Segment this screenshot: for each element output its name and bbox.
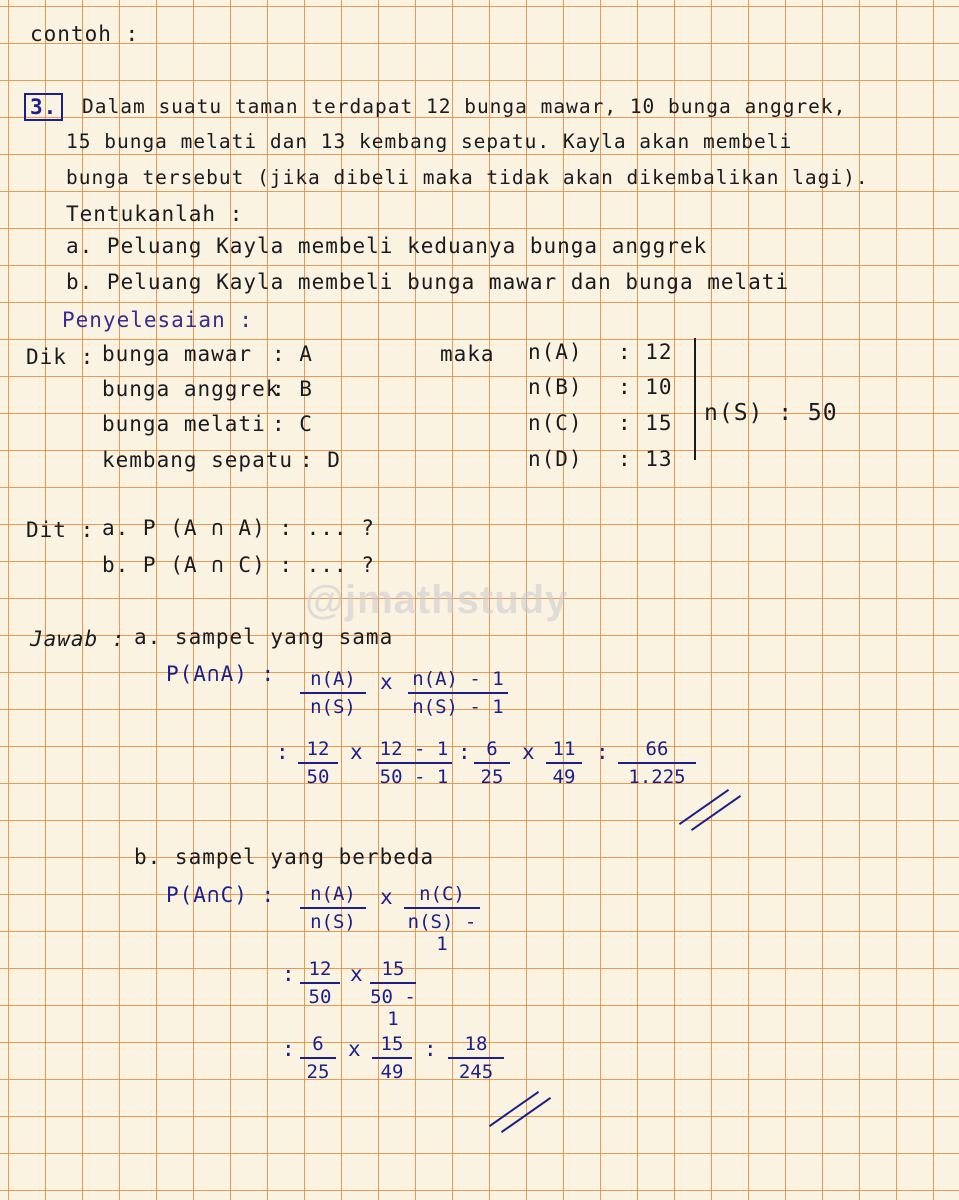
task-b: b. Peluang Kayla membeli bunga mawar dan bunga melati <box>66 270 790 294</box>
jawab-b-title: b. sampel yang berbeda <box>134 845 435 869</box>
b-frac-1-den: n(S) <box>310 911 356 933</box>
problem-line-1: Dalam suatu taman terdapat 12 bunga mawar, 10 bunga anggrek, <box>82 95 847 118</box>
a-eq-2: : <box>458 740 472 764</box>
b-frac-2-den: n(S) - 1 <box>407 911 477 955</box>
dik-symbol-2: : C <box>272 412 313 436</box>
dik-symbol-1: : B <box>272 377 313 401</box>
b-frac-1 <box>300 883 366 933</box>
jawab-a-title: a. sampel yang sama <box>134 625 394 649</box>
dik-symbol-3: : D <box>300 448 341 472</box>
a-frac-4 <box>376 738 452 788</box>
a-frac-3-num: 12 <box>298 738 338 764</box>
dik-value-0: : 12 <box>618 340 673 364</box>
dit-a: a. P (A ∩ A) : ... ? <box>102 516 375 540</box>
a-frac-1 <box>300 668 366 718</box>
a-times-1: x <box>380 670 394 694</box>
maka-label: maka <box>440 342 495 366</box>
dit-b: b. P (A ∩ C) : ... ? <box>102 553 375 577</box>
ns-total: n(S) : 50 <box>704 400 838 426</box>
a-frac-5 <box>474 738 510 788</box>
b-frac-5-num: 6 <box>300 1033 336 1059</box>
a-frac-3 <box>298 738 338 788</box>
a-frac-4-den: 50 - 1 <box>379 766 449 788</box>
dik-value-2: : 15 <box>618 411 673 435</box>
problem-number-box: 3. <box>24 93 63 121</box>
b-result-den: 245 <box>458 1061 494 1083</box>
b-result-num: 18 <box>448 1033 504 1059</box>
b-frac-1-num: n(A) <box>300 883 366 909</box>
b-eq-3: : <box>424 1037 438 1061</box>
total-brace <box>684 338 696 460</box>
b-times-3: x <box>348 1037 362 1061</box>
b-frac-3 <box>300 958 340 1008</box>
a-frac-2-num: n(A) - 1 <box>408 668 508 694</box>
a-frac-2 <box>408 668 508 718</box>
dik-name-3: kembang sepatu <box>102 448 294 472</box>
b-frac-6-num: 15 <box>372 1033 412 1059</box>
problem-instruction: Tentukanlah : <box>66 202 244 226</box>
dik-label: Dik : <box>26 345 95 369</box>
dik-name-1: bunga anggrek <box>102 377 280 401</box>
dik-value-3: : 13 <box>618 447 673 471</box>
a-result-den: 1.225 <box>628 766 686 788</box>
b-times-2: x <box>350 962 364 986</box>
title: contoh : <box>30 22 140 46</box>
dik-value-1: : 10 <box>618 375 673 399</box>
b-lhs: P(A∩C) : <box>166 883 276 907</box>
b-frac-3-num: 12 <box>300 958 340 984</box>
dik-name-0: bunga mawar <box>102 342 253 366</box>
b-frac-6 <box>372 1033 412 1083</box>
b-eq-2: : <box>282 1037 296 1061</box>
a-frac-4-num: 12 - 1 <box>376 738 452 764</box>
a-frac-6-num: 11 <box>546 738 582 764</box>
penyelesaian-heading: Penyelesaian : <box>62 308 254 332</box>
a-times-2: x <box>350 740 364 764</box>
a-frac-5-den: 25 <box>480 766 504 788</box>
b-eq-1: : <box>282 962 296 986</box>
b-frac-4 <box>370 958 416 1030</box>
b-frac-6-den: 49 <box>380 1061 404 1083</box>
a-lhs: P(A∩A) : <box>166 662 276 686</box>
a-result <box>618 738 696 788</box>
a-frac-5-num: 6 <box>474 738 510 764</box>
problem-line-2: 15 bunga melati dan 13 kembang sepatu. Kayla akan membeli <box>66 130 793 153</box>
dit-label: Dit : <box>26 518 95 542</box>
dik-n-2: n(C) <box>528 411 583 435</box>
watermark: @jmathstudy <box>305 578 569 622</box>
a-frac-1-den: n(S) <box>310 696 356 718</box>
a-times-3: x <box>522 740 536 764</box>
task-a: a. Peluang Kayla membeli keduanya bunga anggrek <box>66 234 708 258</box>
problem-number <box>24 93 63 121</box>
b-frac-5 <box>300 1033 336 1083</box>
dik-n-3: n(D) <box>528 447 583 471</box>
dik-n-1: n(B) <box>528 375 583 399</box>
b-frac-4-den: 50 - 1 <box>370 986 416 1030</box>
b-frac-5-den: 25 <box>306 1061 330 1083</box>
dik-name-2: bunga melati <box>102 412 266 436</box>
problem-line-3: bunga tersebut (jika dibeli maka tidak akan dikembalikan lagi). <box>66 166 869 189</box>
a-frac-6 <box>546 738 582 788</box>
b-result <box>448 1033 504 1083</box>
b-frac-2-num: n(C) <box>404 883 480 909</box>
a-eq-3: : <box>596 740 610 764</box>
jawab-label: Jawab : <box>30 627 126 651</box>
a-frac-2-den: n(S) - 1 <box>412 696 504 718</box>
a-eq-1: : <box>276 740 290 764</box>
b-frac-4-num: 15 <box>370 958 416 984</box>
dik-n-0: n(A) <box>528 340 583 364</box>
a-frac-6-den: 49 <box>552 766 576 788</box>
b-frac-3-den: 50 <box>308 986 332 1008</box>
b-frac-2 <box>404 883 480 955</box>
a-frac-3-den: 50 <box>306 766 330 788</box>
b-times-1: x <box>380 885 394 909</box>
dik-symbol-0: : A <box>272 342 313 366</box>
a-result-num: 66 <box>618 738 696 764</box>
a-frac-1-num: n(A) <box>300 668 366 694</box>
